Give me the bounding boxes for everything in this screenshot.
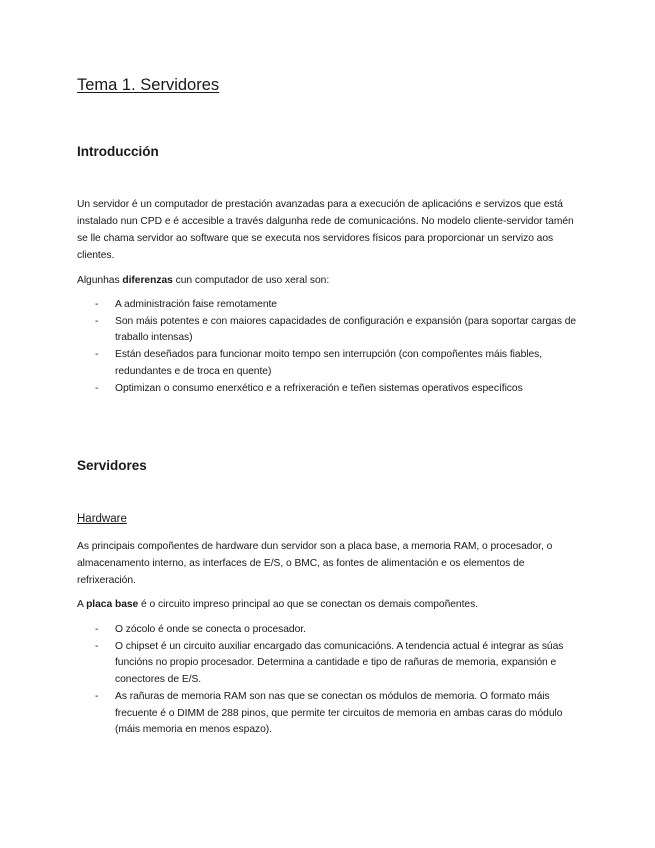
list-bullet: -: [95, 640, 99, 652]
list-item-text: As rañuras de memoria RAM son nas que se conectan os módulos de memoria. O formato máis frecuente é o DIMM de 288 pinos, que permite ter circuitos de memoria en ambas caras do módulo (máis memoria en menos espazo).: [115, 690, 563, 736]
list-item-text: Están deseñados para funcionar moito tempo sen interrupción (con compoñentes máis fiables, redundantes e de troca en quente): [115, 349, 543, 377]
intro-paragraph: Un servidor é un computador de prestación avanzadas para a execución de aplicacións e servizos que está instalado nun CPD e é accesible a través dalgunha rede de comunicacións. No modelo cliente-servidor tamén se lle chama servidor ao software que se executa nos servidores físicos para proporcionar un servizo aos clientes.: [77, 199, 574, 261]
list-item-text: Optimizan o consumo enerxético e a refrixeración e teñen sistemas operativos específicos: [115, 382, 523, 394]
differences-prefix: Algunhas: [77, 275, 123, 286]
motherboard-bold: placa base: [86, 599, 139, 610]
list-item: [77, 297, 582, 314]
hardware-heading: Hardware: [77, 513, 127, 525]
list-item-text: O zócolo é onde se conecta o procesador.: [115, 624, 306, 635]
motherboard-prefix: A: [77, 599, 87, 610]
list-item: [77, 639, 582, 689]
list-item: [77, 314, 582, 347]
list-item-text: Son máis potentes e con maiores capacidades de configuración e expansión (para soportar cargas de traballo intensas): [115, 315, 577, 344]
hardware-paragraph: As principais compoñentes de hardware dun servidor son a placa base, a memoria RAM, o procesador, o almacenamento interno, as interfaces de E/S, o BMC, as fontes de alimentación e os elementos de refrixeración.: [77, 541, 553, 586]
differences-intro: [77, 272, 582, 289]
motherboard-list: [77, 622, 582, 739]
list-item-text: A administración faise remotamente: [115, 299, 277, 310]
differences-suffix: cun computador de uso xeral son:: [172, 275, 330, 286]
differences-bold: diferenzas: [122, 275, 173, 286]
motherboard-suffix: é o circuito impreso principal ao que se conectan os demais compoñentes.: [138, 599, 479, 610]
list-bullet: -: [95, 299, 99, 310]
list-bullet: -: [95, 624, 99, 635]
list-bullet: -: [95, 690, 99, 702]
servers-heading: Servidores: [77, 458, 147, 473]
list-item-text: O chipset é un circuito auxiliar encargado das comunicacións. A tendencia actual é integrar as súas funcións no propio procesador. Determina a cantidade e tipo de rañuras de memoria, expansión e conectores de E/S.: [115, 640, 564, 686]
list-item: [77, 381, 582, 398]
page-title: Tema 1. Servidores: [77, 76, 220, 94]
list-bullet: -: [95, 315, 99, 327]
intro-heading: Introducción: [77, 144, 159, 159]
list-item: [77, 347, 582, 380]
list-bullet: -: [95, 349, 99, 361]
differences-list: [77, 297, 582, 397]
list-item: [77, 622, 582, 639]
list-item: [77, 689, 582, 739]
list-bullet: -: [95, 382, 99, 394]
motherboard-intro: [77, 596, 582, 613]
